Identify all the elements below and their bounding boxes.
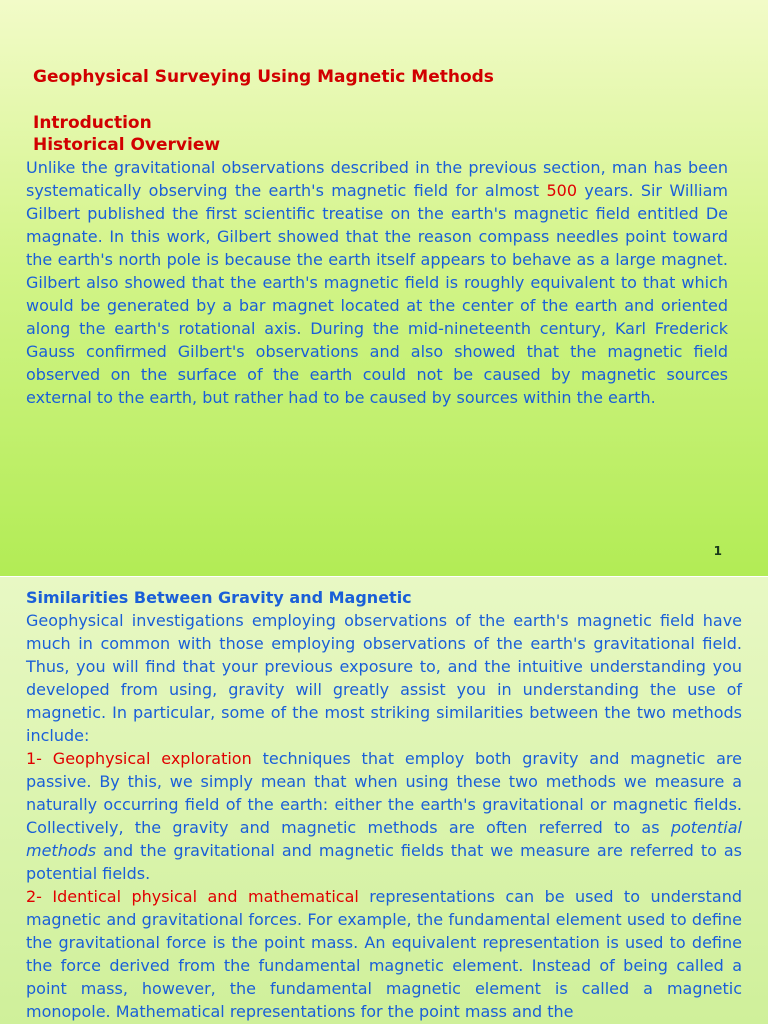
section-historical-overview: Historical Overview <box>33 135 221 155</box>
list-highlight: Identical physical and mathematical <box>41 887 359 906</box>
text-run: Unlike the gravitational observations described in the previous section, man has been systematically observing the earth's magnetic field for almost <box>26 158 728 200</box>
section-introduction: Introduction <box>33 113 152 133</box>
text-run: techniques that employ both gravity and magnetic are passive. By this, we simply mean that when using these two methods we measure a naturally occurring field of the earth: either the earth's gravitational or magnetic fields. Collectively, the gravity and magnetic methods are often referred to as <box>26 749 742 837</box>
historical-paragraph <box>26 156 728 409</box>
list-highlight: Geophysical exploration <box>41 749 252 768</box>
list-number: 2- <box>26 887 42 906</box>
emphasis-text: potential methods <box>26 818 742 860</box>
page-number: 1 <box>713 544 722 558</box>
text-run: years. Sir William Gilbert published the first scientific treatise on the earth's magnetic field entitled De magnate. In this work, Gilbert showed that the reason compass needles point toward the earth's north pole is because the earth itself appears to behave as a large magnet. Gilbert also showed that the earth's magnetic field is roughly equivalent to that which would be generated by a bar magnet located at the center of the earth and oriented along the earth's rotational axis. During the mid-nineteenth century, Karl Frederick Gauss confirmed Gilbert's observations and also showed that the magnetic field observed on the surface of the earth could not be caused by magnetic sources external to the earth, but rather had to be caused by sources within the earth. <box>26 181 728 407</box>
spacer <box>26 88 728 112</box>
text-run: and the gravitational and magnetic fields that we measure are referred to as potential fields. <box>26 841 742 883</box>
list-item-2 <box>26 885 742 1023</box>
text-run: representations can be used to understand magnetic and gravitational forces. For example, the fundamental element used to define the gravitational force is the point mass. An equivalent representation is used to define the force derived from the fundamental magnetic element. Instead of being called a point mass, however, the fundamental magnetic element is called a magnetic monopole. Mathematical representations for the point mass and the <box>26 887 743 1021</box>
highlight-number: 500 <box>546 181 578 200</box>
section-heading-similarities: Similarities Between Gravity and Magnetic <box>26 588 412 607</box>
document-title: Geophysical Surveying Using Magnetic Methods <box>33 67 494 87</box>
similarities-paragraph: Geophysical investigations employing observations of the earth's magnetic field have much in common with those employing observations of the earth's gravitational field. Thus, you will find that your previous exposure to, and the intuitive understanding you developed from using, gravity will greatly assist you in understanding the use of magnetic. In particular, some of the most striking similarities between the two methods include: <box>26 611 742 745</box>
list-number: 1- <box>26 749 42 768</box>
slide-2 <box>0 577 768 1024</box>
list-item-1 <box>26 747 742 885</box>
